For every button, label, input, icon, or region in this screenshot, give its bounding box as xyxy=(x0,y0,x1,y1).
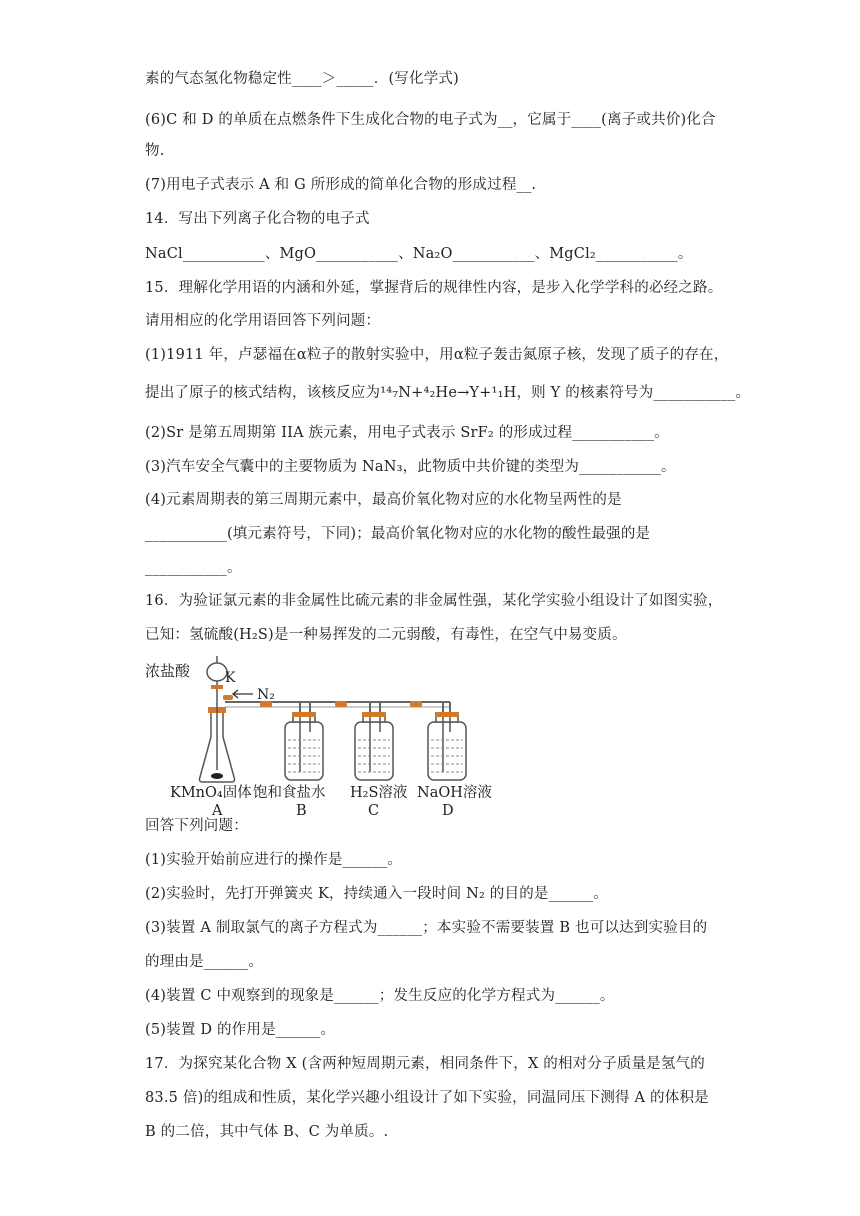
text-line: (4)装置 C 中观察到的现象是______；发生反应的化学方程式为______。 xyxy=(145,988,615,1004)
label-h2s: H₂S溶液 xyxy=(350,785,408,801)
label-saltwater: 饱和食盐水 xyxy=(253,785,326,801)
text-line: (3)汽车安全气囊中的主要物质为 NaN₃，此物质中共价键的类型为___________。 xyxy=(145,459,676,475)
letter-c: C xyxy=(368,803,380,817)
text-line: 素的气态氢化物稳定性____＞_____．(写化学式) xyxy=(145,71,459,87)
label-k: K xyxy=(225,670,236,686)
text-line: 83.5 倍)的组成和性质，某化学兴趣小组设计了如下实验，同温同压下测得 A 的体积是 xyxy=(145,1090,709,1106)
text-line: 的理由是______。 xyxy=(145,954,264,970)
text-line: 14．写出下列离子化合物的电子式 xyxy=(145,211,370,227)
text-line: ___________。 xyxy=(145,560,242,576)
text-line: (3)装置 A 制取氯气的离子方程式为______；本实验不需要装置 B 也可以达到实验目的 xyxy=(145,920,708,936)
text-line: (2)Sr 是第五周期第 IIA 族元素，用电子式表示 SrF₂ 的形成过程___________。 xyxy=(145,425,669,441)
text-line: 17．为探究某化合物 X (含两种短周期元素，相同条件下，X 的相对分子质量是氢气的 xyxy=(145,1056,705,1072)
text-line: 提出了原子的核式结构，该核反应为¹⁴₇N+⁴₂He→Y+¹₁H，则 Y 的核素符号为___________。 xyxy=(145,385,751,401)
text-line: (5)装置 D 的作用是______。 xyxy=(145,1022,336,1038)
text-line: (2)实验时，先打开弹簧夹 K，持续通入一段时间 N₂ 的目的是______。 xyxy=(145,886,608,902)
text-line: 16．为验证氯元素的非金属性比硫元素的非金属性强，某化学实验小组设计了如图实验， xyxy=(145,593,723,609)
bottle-c xyxy=(355,712,393,780)
letter-a: A xyxy=(212,803,223,817)
text-line: (6)C 和 D 的单质在点燃条件下生成化合物的电子式为__，它属于____(离子或共价)化合 xyxy=(145,112,716,128)
label-n2: N₂ xyxy=(257,687,275,703)
text-line: NaCl___________、MgO___________、Na₂O___________、MgCl₂___________。 xyxy=(145,246,693,262)
separatory-funnel xyxy=(207,656,227,710)
label-hcl: 浓盐酸 xyxy=(145,662,191,680)
bottle-d xyxy=(428,712,466,780)
letter-d: D xyxy=(442,803,454,817)
text-line: (7)用电子式表示 A 和 G 所形成的简单化合物的形成过程__. xyxy=(145,177,537,193)
text-line: (4)元素周期表的第三周期元素中，最高价氧化物对应的水化物呈两性的是 xyxy=(145,492,622,508)
text-line: (1)实验开始前应进行的操作是______。 xyxy=(145,852,402,868)
text-line: (1)1911 年，卢瑟福在α粒子的散射实验中，用α粒子轰击氮原子核，发现了质子的存在， xyxy=(145,347,729,363)
n2-inlet-arrow xyxy=(233,690,253,698)
bottle-b xyxy=(285,712,323,780)
label-kmno4: KMnO₄固体 xyxy=(170,785,252,801)
flask-a xyxy=(199,707,234,782)
experiment-apparatus-diagram xyxy=(145,652,505,817)
text-line: 已知：氢硫酸(H₂S)是一种易挥发的二元弱酸，有毒性，在空气中易变质。 xyxy=(145,627,627,643)
text-line: B 的二倍，其中气体 B、C 为单质。. xyxy=(145,1124,389,1140)
letter-b: B xyxy=(296,803,307,817)
label-naoh: NaOH溶液 xyxy=(417,785,492,801)
text-line: ___________(填元素符号，下同)；最高价氧化物对应的水化物的酸性最强的是 xyxy=(145,526,651,542)
text-line: 15．理解化学用语的内涵和外延，掌握背后的规律性内容，是步入化学学科的必经之路。 xyxy=(145,280,723,296)
text-line: 物. xyxy=(145,143,165,159)
text-line: 回答下列问题： xyxy=(145,818,248,834)
text-line: 请用相应的化学用语回答下列问题： xyxy=(145,313,381,329)
